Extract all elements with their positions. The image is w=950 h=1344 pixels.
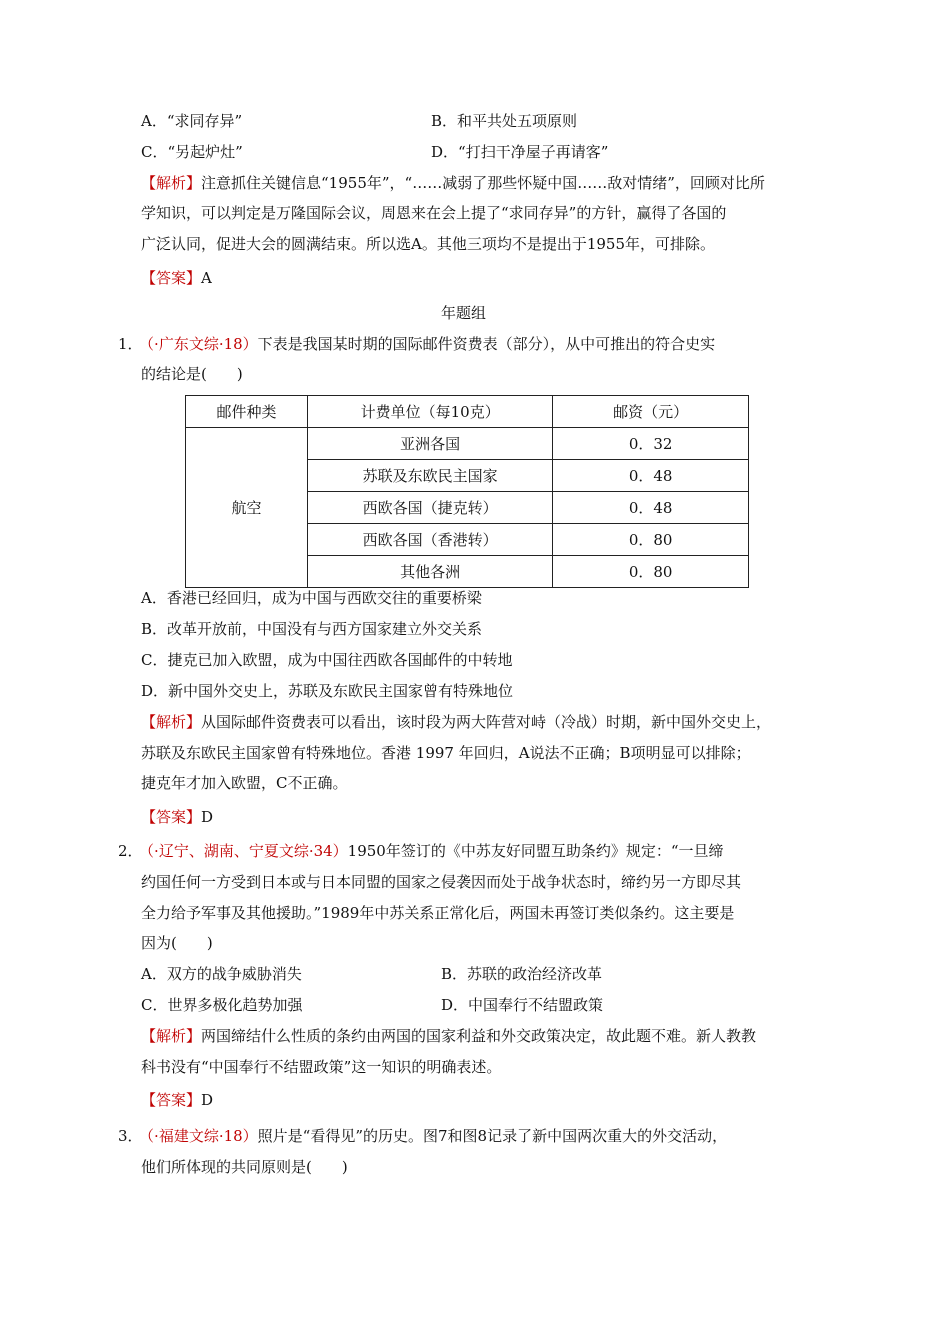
q3-number: 3． (118, 1127, 143, 1145)
table-cell: 0．32 (553, 428, 749, 460)
table-cell: 苏联及东欧民主国家 (308, 460, 553, 492)
q1-stem-line-1: 1． （·广东文综·18）下表是我国某时期的国际邮件资费表（部分），从中可推出的符合史实 (118, 335, 716, 353)
table-cell: 0．48 (553, 492, 749, 524)
prev-answer: 【答案】A (141, 269, 212, 287)
answer-tag: 【答案】 (141, 1091, 202, 1109)
analysis-tag: 【解析】 (141, 713, 202, 731)
q1-analysis-line-2: 苏联及东欧民主国家曾有特殊地位。香港 1997 年回归，A说法不正确；B项明显可以排除； (141, 744, 751, 762)
table-header: 邮件种类 (186, 396, 308, 428)
table-cell: 西欧各国（捷克转） (308, 492, 553, 524)
table-category-cell: 航空 (186, 428, 308, 588)
table-header-row (186, 396, 749, 428)
q2-option-d: D．中国奉行不结盟政策 (441, 996, 604, 1014)
q2-option-b: B．苏联的政治经济改革 (441, 965, 603, 983)
q1-number: 1． (118, 335, 143, 353)
prev-option-a: A．“求同存异” (141, 112, 243, 130)
table-cell: 0．48 (553, 460, 749, 492)
table-row (186, 428, 749, 460)
q3-stem-line-1: 3． （·福建文综·18）照片是“看得见”的历史。图7和图8记录了新中国两次重大的外交活动， (118, 1127, 728, 1145)
analysis-tag: 【解析】 (141, 1027, 202, 1045)
analysis-tag: 【解析】 (141, 174, 202, 192)
table-cell: 0．80 (553, 524, 749, 556)
q1-option-b: B．改革开放前，中国没有与西方国家建立外交关系 (141, 620, 483, 638)
q2-analysis-line-1: 【解析】两国缔结什么性质的条约由两国的国家利益和外交政策决定，故此题不难。新人教教 (141, 1027, 757, 1045)
q2-number: 2． (118, 842, 143, 860)
q1-option-a: A．香港已经回归，成为中国与西欧交往的重要桥梁 (141, 589, 482, 607)
prev-option-b: B．和平共处五项原则 (431, 112, 578, 130)
q3-stem-line-2: 他们所体现的共同原则是( ) (141, 1158, 348, 1176)
prev-option-d: D．“打扫干净屋子再请客” (431, 143, 609, 161)
q3-source: （·福建文综·18） (146, 1127, 258, 1145)
table-cell: 其他各洲 (308, 556, 553, 588)
q2-analysis-line-2: 科书没有“中国奉行不结盟政策”这一知识的明确表述。 (141, 1058, 502, 1076)
table-cell: 西欧各国（香港转） (308, 524, 553, 556)
q2-stem-line-3: 全力给予军事及其他援助。”1989年中苏关系正常化后，两国未再签订类似条约。这主要是 (141, 904, 735, 922)
prev-analysis-line-1: 【解析】注意抓住关键信息“1955年”，“……减弱了那些怀疑中国……敌对情绪”，回顾对比所 (141, 174, 765, 192)
q2-option-a: A．双方的战争威胁消失 (141, 965, 302, 983)
answer-tag: 【答案】 (141, 808, 202, 826)
postage-table (185, 395, 749, 588)
table-header: 计费单位（每10克） (308, 396, 553, 428)
prev-analysis-line-2: 学知识，可以判定是万隆国际会议，周恩来在会上提了“求同存异”的方针，赢得了各国的 (141, 204, 727, 222)
q2-stem-line-1: 2． （·辽宁、湖南、宁夏文综·34）1950年签订的《中苏友好同盟互助条约》规定：“一旦缔 (118, 842, 724, 860)
q1-analysis-line-1: 【解析】从国际邮件资费表可以看出，该时段为两大阵营对峙（冷战）时期，新中国外交史上， (141, 713, 772, 731)
q2-source: （·辽宁、湖南、宁夏文综·34） (146, 842, 348, 860)
q1-option-c: C．捷克已加入欧盟，成为中国往西欧各国邮件的中转地 (141, 651, 513, 669)
table-cell: 亚洲各国 (308, 428, 553, 460)
prev-option-c: C．“另起炉灶” (141, 143, 243, 161)
section-title: 年题组 (441, 304, 487, 322)
q1-option-d: D．新中国外交史上，苏联及东欧民主国家曾有特殊地位 (141, 682, 514, 700)
q2-stem-line-2: 约国任何一方受到日本或与日本同盟的国家之侵袭因而处于战争状态时，缔约另一方即尽其 (141, 873, 742, 891)
q1-source: （·广东文综·18） (146, 335, 258, 353)
prev-analysis-line-3: 广泛认同，促进大会的圆满结束。所以选A。其他三项均不是提出于1955年，可排除。 (141, 235, 716, 253)
table-cell: 0．80 (553, 556, 749, 588)
q2-stem-line-4: 因为( ) (141, 934, 213, 952)
q2-option-c: C．世界多极化趋势加强 (141, 996, 303, 1014)
q1-stem-line-2: 的结论是( ) (141, 365, 243, 383)
table-header: 邮资（元） (553, 396, 749, 428)
answer-tag: 【答案】 (141, 269, 202, 287)
q1-analysis-line-3: 捷克年才加入欧盟，C不正确。 (141, 774, 348, 792)
q2-answer: 【答案】D (141, 1091, 214, 1109)
q1-answer: 【答案】D (141, 808, 214, 826)
